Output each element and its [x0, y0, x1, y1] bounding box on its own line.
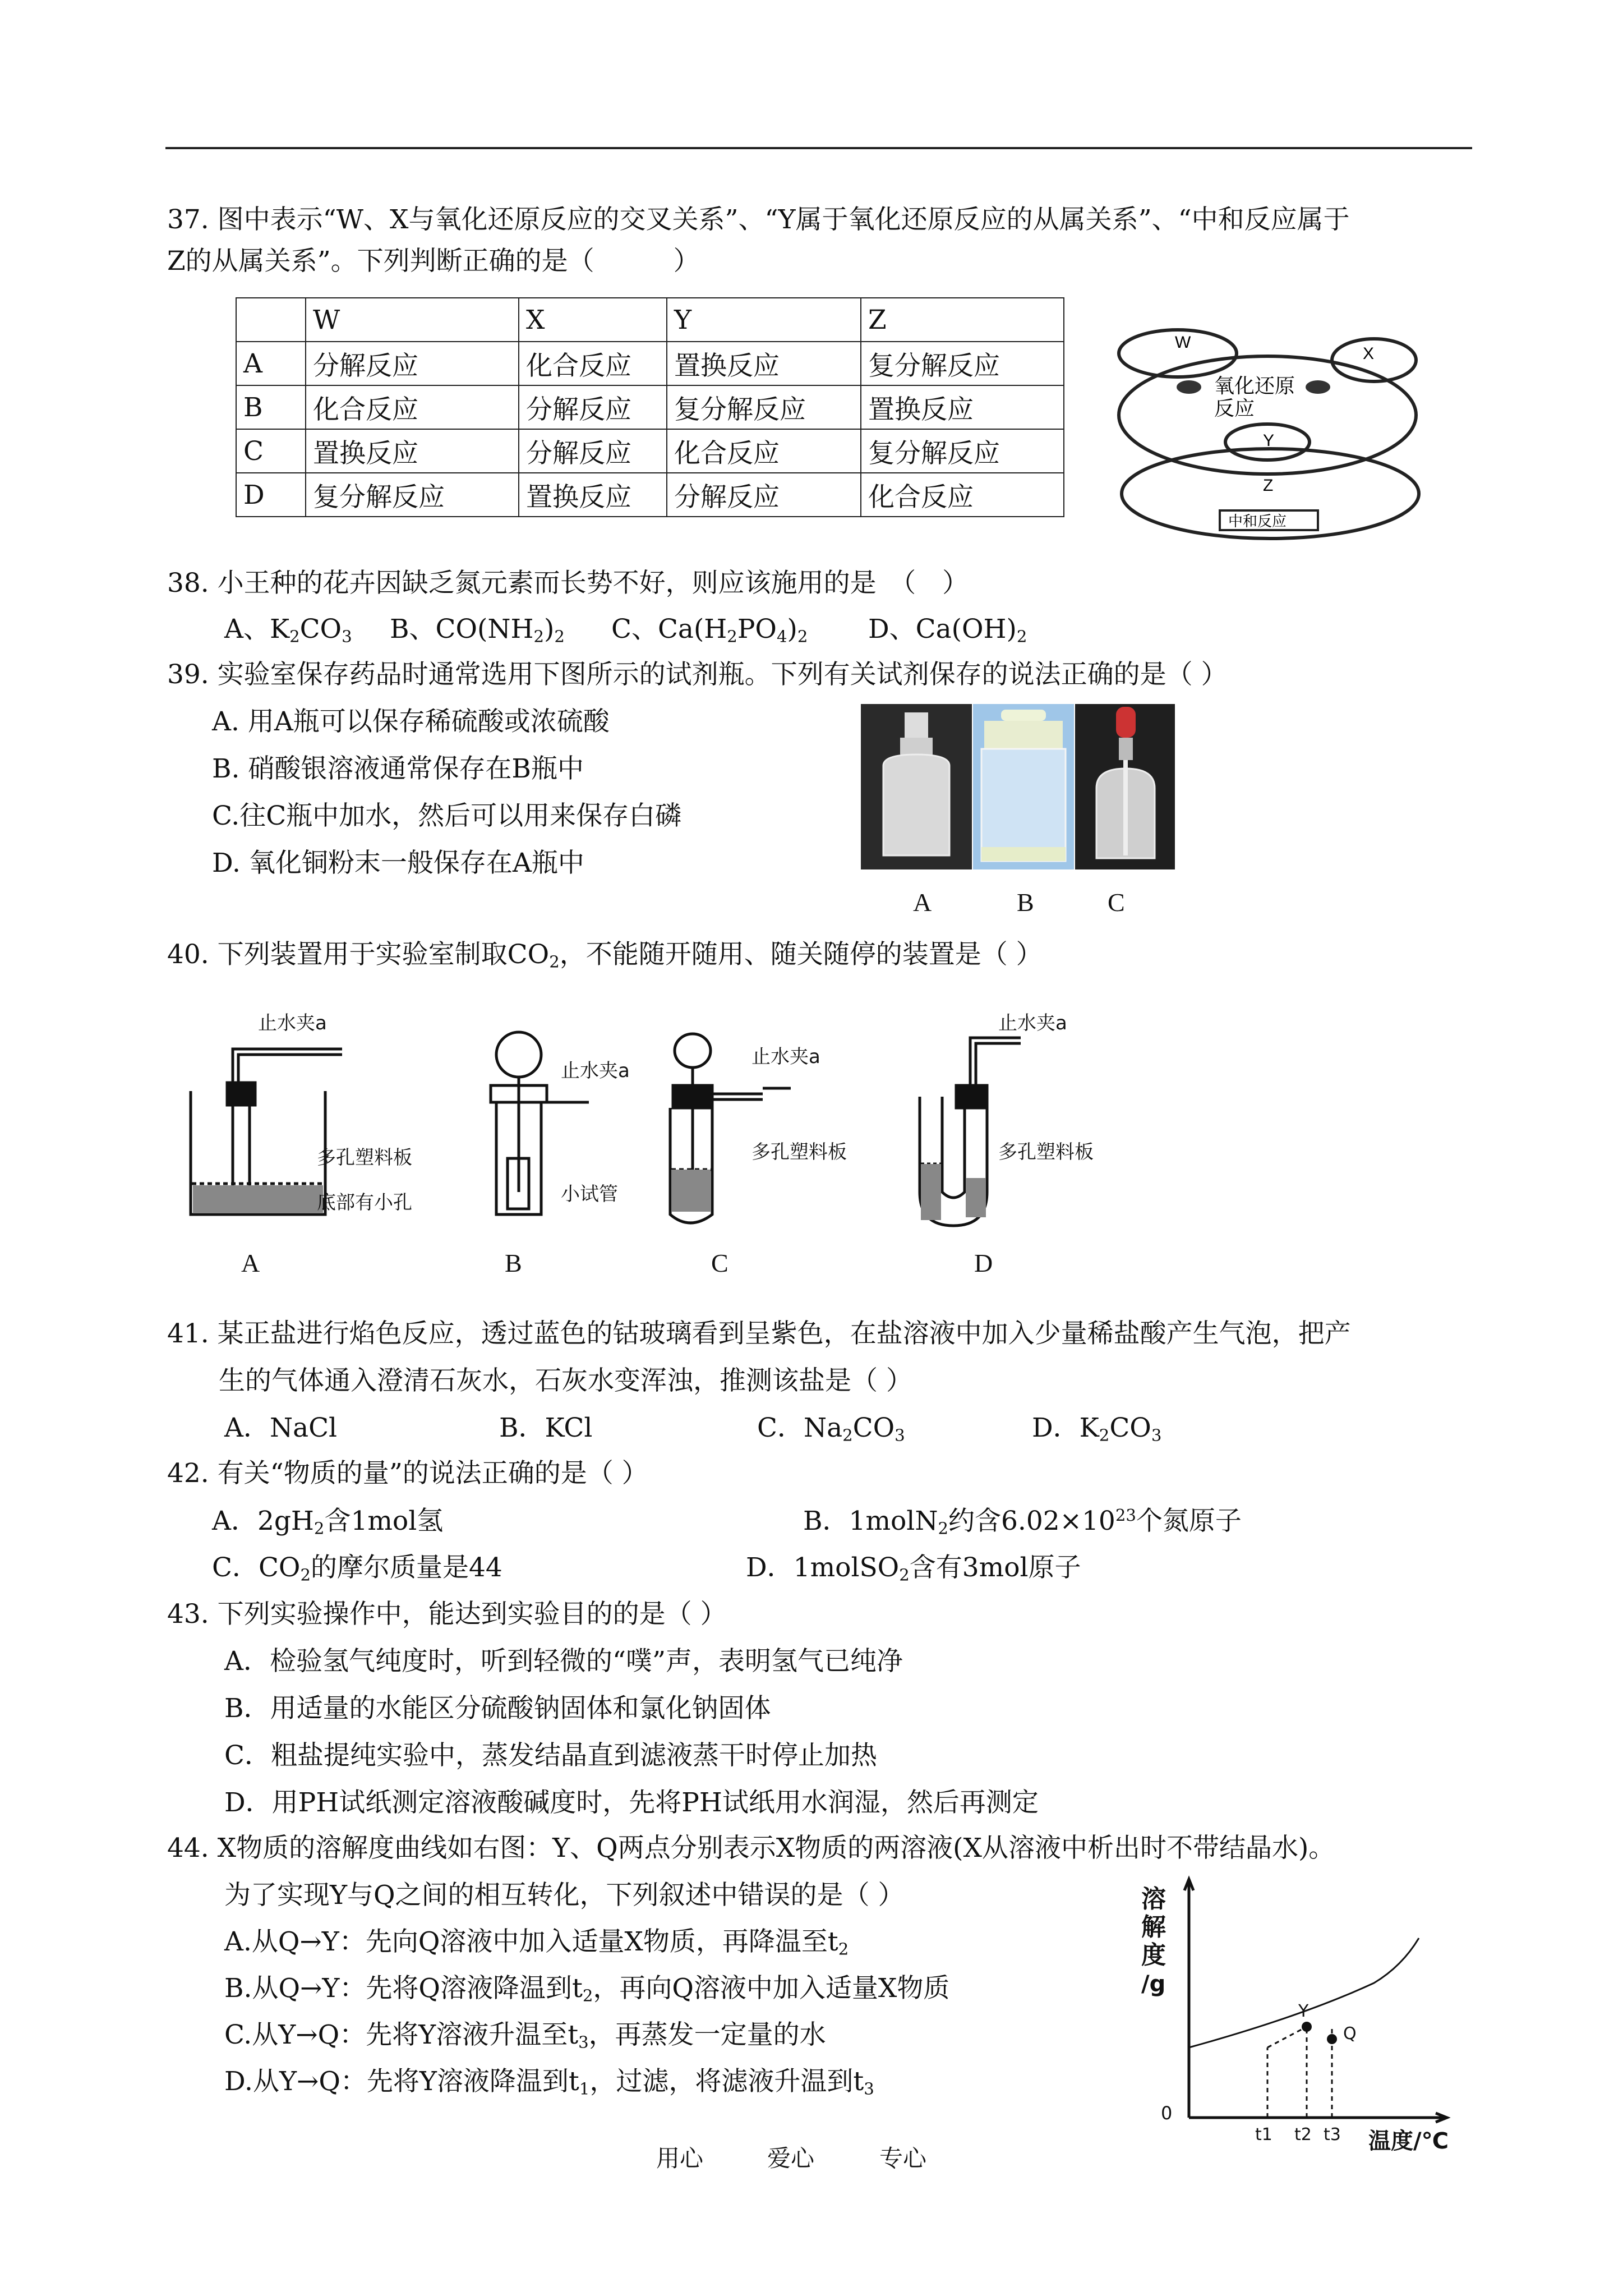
venn-z-label: Z	[1263, 476, 1274, 495]
table-row	[236, 473, 1064, 517]
q42-option-d: D．1molSO$_2$含有3mol原子	[746, 1552, 1081, 1585]
table-cell: 分解反应	[306, 342, 519, 385]
q40-stem: 40. 下列装置用于实验室制取$CO_2$，不能随开随用、随关随停的装置是（ ）	[167, 939, 1043, 972]
q42-option-c: C．$CO_2$的摩尔质量是44	[212, 1552, 502, 1585]
venn-y-label: Y	[1263, 431, 1275, 450]
apparatus-b-tube-label: 小试管	[561, 1183, 618, 1205]
apparatus-label-d: D	[974, 1249, 993, 1277]
q42-option-b: B．1molN$_2$约含$6.02\times 10^{23}$个氮原子	[803, 1505, 1242, 1538]
q44-stem-line2: 为了实现Y与Q之间的相互转化，下列叙述中错误的是（ ）	[224, 1880, 905, 1911]
graph-origin: 0	[1161, 2102, 1173, 2124]
table-cell: 分解反应	[519, 385, 667, 429]
table-cell: 置换反应	[519, 473, 667, 517]
reagent-bottles-photo	[861, 704, 1175, 872]
table-row	[236, 385, 1064, 429]
table-row	[236, 429, 1064, 473]
apparatus-b-clip-label: 止水夹a	[561, 1060, 630, 1082]
q41-stem-line1: 41. 某正盐进行焰色反应，透过蓝色的钴玻璃看到呈紫色，在盐溶液中加入少量稀盐酸产生气泡，把产	[167, 1318, 1351, 1349]
q43-option-b: B．用适量的水能区分硫酸钠固体和氯化钠固体	[224, 1693, 771, 1724]
footer-word-3: 专心	[879, 2145, 927, 2172]
table-cell: 分解反应	[667, 473, 861, 517]
q39-option-d: D. 氧化铜粉末一般保存在A瓶中	[212, 848, 584, 878]
header-cell	[236, 298, 306, 342]
q41-stem-line2: 生的气体通入澄清石灰水，石灰水变浑浊，推测该盐是（ ）	[219, 1365, 912, 1396]
venn-neutralization-label: 中和反应	[1228, 513, 1287, 530]
venn-redox-label: 氧化还原	[1214, 375, 1295, 398]
graph-tick-t2: t2	[1294, 2125, 1312, 2145]
q38-stem: 38. 小王种的花卉因缺乏氮元素而长势不好，则应该施用的是 （ ）	[167, 568, 969, 599]
apparatus-label-a: A	[241, 1249, 260, 1277]
apparatus-a-plate-label: 多孔塑料板	[317, 1147, 412, 1169]
table-cell: 化合反应	[667, 429, 861, 473]
apparatus-a-hole-label: 底部有小孔	[317, 1191, 412, 1214]
q43-option-a: A．检验氢气纯度时，听到轻微的“噗”声，表明氢气已纯净	[224, 1646, 903, 1677]
apparatus-c-plate-label: 多孔塑料板	[751, 1141, 847, 1163]
table-row	[236, 342, 1064, 385]
q38-option-b: B、$CO(NH_2)_2$	[390, 614, 565, 646]
table-cell: 复分解反应	[306, 473, 519, 517]
graph-tick-t1: t1	[1255, 2125, 1272, 2145]
q44-option-a: A.从Q→Y：先向Q溶液中加入适量X物质，再降温至$t_2$	[224, 1926, 849, 1959]
table-cell: 置换反应	[861, 385, 1064, 429]
apparatus-label-c: C	[711, 1249, 728, 1277]
graph-ylabel-1: 溶	[1141, 1885, 1166, 1913]
footer-word-2: 爱心	[767, 2145, 815, 2172]
table-header-row	[236, 298, 1064, 342]
venn-w-label: W	[1175, 333, 1191, 352]
bottle-label-a: A	[913, 888, 932, 917]
table-cell: B	[236, 385, 306, 429]
q41-option-a: A．NaCl	[224, 1412, 338, 1443]
header-rule	[165, 147, 1472, 149]
table-cell: 化合反应	[519, 342, 667, 385]
q44-option-d: D.从Y→Q：先将Y溶液降温到$t_1$，过滤，将滤液升温到$t_3$	[224, 2066, 874, 2099]
q39-option-b: B. 硝酸银溶液通常保存在B瓶中	[212, 753, 584, 784]
q37-stem-line2: Z的从属关系”。下列判断正确的是（ ）	[167, 246, 700, 277]
q39-option-a: A. 用A瓶可以保存稀硫酸或浓硫酸	[212, 706, 610, 737]
apparatus-c-clip-label: 止水夹a	[751, 1046, 820, 1068]
q44-option-c: C.从Y→Q：先将Y溶液升温至$t_3$，再蒸发一定量的水	[224, 2019, 826, 2052]
q37-table	[236, 297, 1064, 517]
q39-stem: 39. 实验室保存药品时通常选用下图所示的试剂瓶。下列有关试剂保存的说法正确的是（ ）	[167, 659, 1228, 690]
graph-point-q: Q	[1343, 2024, 1357, 2044]
reaction-venn-diagram	[1116, 320, 1436, 544]
header-cell: X	[519, 298, 667, 342]
header-cell: Z	[861, 298, 1064, 342]
q42-stem: 42. 有关“物质的量”的说法正确的是（ ）	[167, 1458, 648, 1489]
bottle-label-b: B	[1017, 888, 1034, 917]
co2-apparatus-figure	[185, 1007, 1172, 1231]
venn-redox-label2: 反应	[1214, 397, 1255, 420]
apparatus-a-clip-label: 止水夹a	[258, 1012, 327, 1034]
q43-option-d: D．用PH试纸测定溶液酸碱度时，先将PH试纸用水润湿，然后再测定	[224, 1787, 1039, 1818]
footer-word-1: 用心	[656, 2145, 704, 2172]
q44-option-b: B.从Q→Y：先将Q溶液降温到$t_2$，再向Q溶液中加入适量X物质	[224, 1973, 950, 2005]
q41-option-d: D．$K_2CO_3$	[1032, 1412, 1162, 1445]
q37-stem-line1: 37. 图中表示“W、X与氧化还原反应的交叉关系”、“Y属于氧化还原反应的从属关系”、“中和反应属于	[167, 204, 1350, 235]
q43-stem: 43. 下列实验操作中，能达到实验目的的是（ ）	[167, 1599, 727, 1630]
q42-option-a: A．$2gH_2$含1mol氢	[212, 1506, 444, 1538]
q38-option-d: D、$Ca(OH)_2$	[868, 614, 1027, 646]
table-cell: 置换反应	[306, 429, 519, 473]
table-cell: 化合反应	[861, 473, 1064, 517]
venn-x-label: X	[1363, 344, 1375, 363]
q38-option-c: C、$Ca(H_2PO_4)_2$	[611, 614, 808, 646]
table-cell: 化合反应	[306, 385, 519, 429]
apparatus-label-b: B	[505, 1249, 522, 1277]
table-cell: 复分解反应	[861, 429, 1064, 473]
header-cell: Y	[667, 298, 861, 342]
solubility-curve-graph	[1133, 1871, 1481, 2162]
graph-ylabel-4: /g	[1141, 1971, 1166, 1997]
apparatus-d-clip-label: 止水夹a	[998, 1012, 1067, 1034]
table-cell: 复分解反应	[861, 342, 1064, 385]
table-cell: A	[236, 342, 306, 385]
table-cell: D	[236, 473, 306, 517]
q44-stem-line1: 44. X物质的溶解度曲线如右图：Y、Q两点分别表示X物质的两溶液(X从溶液中析出时不带结晶水)。	[167, 1833, 1335, 1864]
graph-point-y: Y	[1298, 2001, 1309, 2021]
q41-option-c: C．$Na_2CO_3$	[757, 1412, 905, 1445]
graph-tick-t3: t3	[1324, 2125, 1341, 2145]
q38-option-a: A、$K_2CO_3$	[224, 614, 352, 646]
q39-option-c: C.往C瓶中加水，然后可以用来保存白磷	[212, 800, 682, 831]
bottle-label-c: C	[1108, 888, 1125, 917]
header-cell: W	[306, 298, 519, 342]
graph-ylabel-2: 解	[1141, 1913, 1166, 1941]
table-cell: C	[236, 429, 306, 473]
table-cell: 置换反应	[667, 342, 861, 385]
q43-option-c: C．粗盐提纯实验中，蒸发结晶直到滤液蒸干时停止加热	[224, 1740, 877, 1771]
graph-xlabel: 温度/℃	[1368, 2128, 1449, 2154]
table-cell: 复分解反应	[667, 385, 861, 429]
table-cell: 分解反应	[519, 429, 667, 473]
q41-option-b: B．KCl	[499, 1412, 593, 1443]
apparatus-d-plate-label: 多孔塑料板	[998, 1141, 1094, 1163]
graph-ylabel-3: 度	[1141, 1941, 1166, 1970]
